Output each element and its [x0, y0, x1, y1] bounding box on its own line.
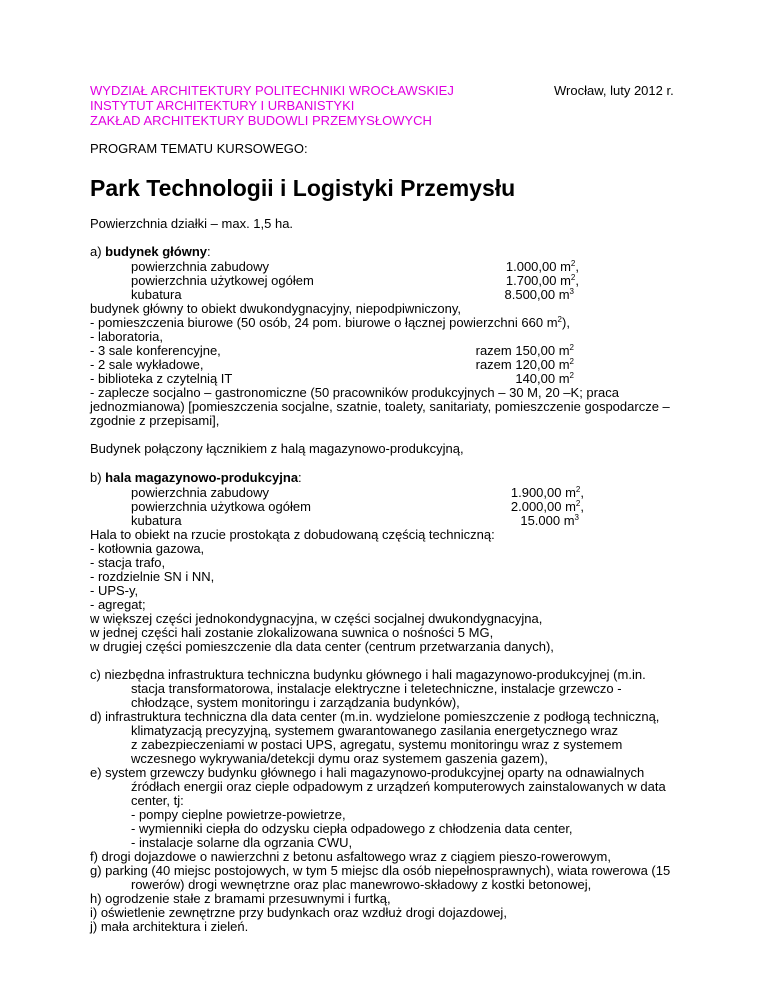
header-date: Wrocław, luty 2012 r. — [554, 83, 674, 98]
header-faculty: WYDZIAŁ ARCHITEKTURY POLITECHNIKI WROCŁAWSKIEJ — [90, 83, 454, 98]
b-row-value: 15.000 $m^3$ — [520, 513, 579, 528]
b-row-label: powierzchnia zabudowy — [131, 485, 270, 500]
section-e-line: - wymienniki ciepła do odzysku ciepła odpadowego z chłodzenia data center, — [131, 821, 573, 836]
section-b-heading: b) hala magazynowo-produkcyjna: — [90, 470, 302, 485]
a-row-label: kubatura — [131, 287, 182, 302]
b-line: w drugiej części pomieszczenie dla data center (centrum przetwarzania danych), — [90, 639, 554, 654]
a-row-label: powierzchnia użytkowej ogółem — [131, 273, 314, 288]
a-offices: - pomieszczenia biurowe (50 osób, 24 pom. biurowe o łącznej powierzchni 660 $m^2$), — [90, 315, 570, 330]
a-library: - biblioteka z czytelnią IT — [90, 371, 233, 386]
b-line: w jednej części hali zostanie zlokalizowana suwnica o nośności 5 MG, — [90, 625, 494, 640]
section-a-heading: a) budynek główny: — [90, 244, 211, 259]
program-label: PROGRAM TEMATU KURSOWEGO: — [90, 141, 308, 156]
b-row-label: powierzchnia użytkowa ogółem — [131, 499, 311, 514]
header-department: ZAKŁAD ARCHITEKTURY BUDOWLI PRZEMYSŁOWYCH — [90, 113, 432, 128]
a-social-3: zgodnie z przepisami], — [90, 413, 220, 428]
a-row-value: 1.000,00 $m^2$, — [505, 259, 579, 274]
a-description: budynek główny to obiekt dwukondygnacyjny, niepodpiwniczony, — [90, 301, 461, 316]
b-line: - stacja trafo, — [90, 555, 166, 570]
a-row-value: 1.700,00 $m^2$, — [505, 273, 579, 288]
a-conference-value: razem 150,00 $m^2$ — [475, 343, 574, 358]
section-h-line: h) ogrodzenie stałe z bramami przesuwnymi i furtką, — [90, 891, 391, 906]
a-social-2: jednozmianowa) [pomieszczenia socjalne, szatnie, toalety, sanitariaty, pomieszczenie gospodarcze – — [90, 399, 670, 414]
document-title: Park Technologii i Logistyki Przemysłu — [90, 175, 516, 201]
section-f-line: f) drogi dojazdowe o nawierzchni z betonu asfaltowego wraz z ciągiem pieszo-rowerowym, — [90, 849, 611, 864]
section-e-line: e) system grzewczy budynku głównego i hali magazynowo-produkcyjnej oparty na odnawialnych — [90, 765, 645, 780]
connector-note: Budynek połączony łącznikiem z halą magazynowo-produkcyjną, — [90, 441, 464, 456]
a-library-value: 140,00 $m^2$ — [515, 371, 574, 386]
section-d-line: wczesnego wykrywania/detekcji dymu oraz systemem gaszenia gazem), — [131, 751, 548, 766]
b-line: - agregat; — [90, 597, 146, 612]
b-line: - UPS-y, — [90, 583, 139, 598]
section-i-line: i) oświetlenie zewnętrzne przy budynkach oraz wzdłuż drogi dojazdowej, — [90, 905, 507, 920]
section-e-line: center, tj: — [131, 793, 184, 808]
b-row-label: kubatura — [131, 513, 182, 528]
a-row-value: 8.500,00 $m^3$ — [504, 287, 574, 302]
section-c-line: chłodzące, system monitoringu i zarządzania budynków), — [131, 695, 460, 710]
section-d-line: d) infrastruktura techniczna dla data center (m.in. wydzielone pomieszczenie z podłogą techniczną, — [90, 709, 660, 724]
a-lecture: - 2 sale wykładowe, — [90, 357, 204, 372]
section-c-line: c) niezbędna infrastruktura techniczna budynku głównego i hali magazynowo-produkcyjnej (m.in. — [90, 667, 646, 682]
section-d-line: z zabezpieczeniami w postaci UPS, agregatu, systemu monitoringu wraz z systemem — [131, 737, 623, 752]
b-line: Hala to obiekt na rzucie prostokąta z dobudowaną częścią techniczną: — [90, 527, 495, 542]
a-labs: - laboratoria, — [90, 329, 163, 344]
section-e-line: - pompy cieplne powietrze-powietrze, — [131, 807, 346, 822]
a-conference: - 3 sale konferencyjne, — [90, 343, 221, 358]
section-e-line: - instalacje solarne dla ogrzania CWU, — [131, 835, 353, 850]
a-social-1: - zaplecze socjalno – gastronomiczne (50 pracowników produkcyjnych – 30 M, 20 –K; praca — [90, 385, 619, 400]
b-line: - kotłownia gazowa, — [90, 541, 205, 556]
b-line: w większej części jednokondygnacyjna, w części socjalnej dwukondygnacyjna, — [90, 611, 543, 626]
section-d-line: klimatyzacją precyzyjną, systemem gwarantowanego zasilania energetycznego wraz — [131, 723, 619, 738]
a-row-label: powierzchnia zabudowy — [131, 259, 270, 274]
a-lecture-value: razem 120,00 $m^2$ — [475, 357, 574, 372]
section-g-line: g) parking (40 miejsc postojowych, w tym 5 miejsc dla osób niepełnosprawnych), wiata rowerowa (15 — [90, 863, 671, 878]
b-line: - rozdzielnie SN i NN, — [90, 569, 215, 584]
section-e-line: źródłach energii oraz cieple odpadowym z urządzeń komputerowych zainstalowanych w data — [131, 779, 666, 794]
plot-area: Powierzchnia działki – max. 1,5 ha. — [90, 216, 294, 231]
section-c-line: stacja transformatorowa, instalacje elektryczne i teletechniczne, instalacje grzewczo - — [131, 681, 622, 696]
header-institute: INSTYTUT ARCHITEKTURY I URBANISTYKI — [90, 98, 355, 113]
b-row-value: 2.000,00 $m^2$, — [510, 499, 584, 514]
b-row-value: 1.900,00 $m^2$, — [510, 485, 584, 500]
section-g-line: rowerów) drogi wewnętrzne oraz plac manewrowo-składowy z kostki betonowej, — [131, 877, 592, 892]
section-j-line: j) mała architektura i zieleń. — [90, 919, 249, 934]
